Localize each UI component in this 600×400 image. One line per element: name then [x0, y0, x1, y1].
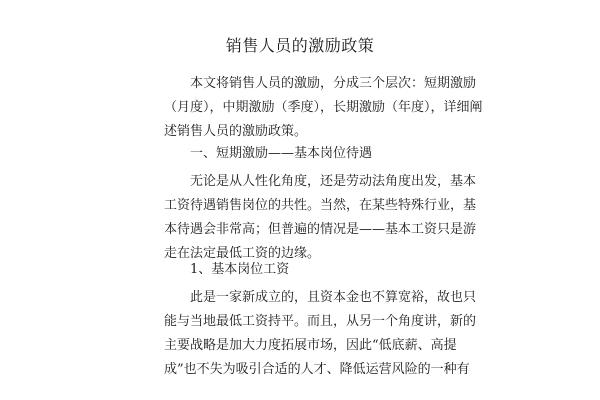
intro-line: （月度），中期激励（季度），长期激励（年度），详细阐	[164, 100, 483, 115]
intro-line: 述销售人员的激励政策。	[164, 124, 308, 139]
section1-line: 工资待遇销售岗位的共性。当然，在某些特殊行业，基	[164, 198, 477, 213]
intro-line: 本文将销售人员的激励，分成三个层次：短期激励	[190, 76, 477, 91]
section1-paragraph	[164, 170, 477, 266]
subsection1-line: 此是一家新成立的，且资本金也不算宽裕，故也只	[190, 290, 477, 305]
subsection1-line: 主要战略是加大力度拓展市场，因此“低底薪、高提	[164, 338, 457, 353]
section1-line: 无论是从人性化角度，还是劳动法角度出发，基本	[190, 174, 477, 189]
document-title: 销售人员的激励政策	[225, 36, 375, 55]
subsection-heading-basic-wage: 1、基本岗位工资	[190, 262, 290, 277]
subsection1-paragraph	[164, 286, 477, 382]
intro-paragraph	[164, 72, 483, 144]
subsection1-line: 成”也不失为吸引合适的人才、降低运营风险的一种有	[164, 362, 470, 377]
section1-line: 本待遇会非常高；但普遍的情况是——基本工资只是游	[164, 222, 477, 237]
section-heading-short-term-incentive: 一、短期激励——基本岗位待遇	[190, 146, 373, 161]
section1-line: 走在法定最低工资的边缘。	[164, 246, 321, 261]
subsection1-line: 能与当地最低工资持平。而且，从另一个角度讲，新的	[164, 314, 477, 329]
